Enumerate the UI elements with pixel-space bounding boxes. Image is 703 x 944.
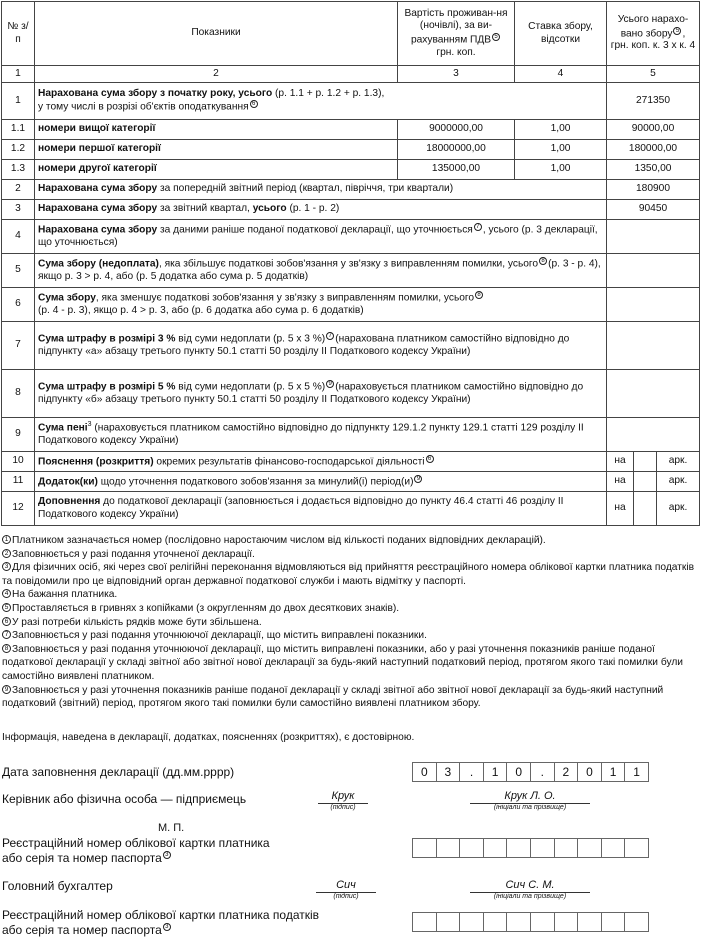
row-desc-bold: Сума збору (недоплата): [38, 258, 159, 270]
table-row: [2, 370, 700, 418]
id-digit-box[interactable]: [554, 838, 579, 858]
footnote: [2, 534, 700, 548]
row-total: 90450: [607, 200, 700, 220]
head-name: [470, 790, 590, 811]
table-row: [2, 472, 700, 492]
header-total-unit: грн. коп. к. 3 х к. 4: [610, 40, 696, 52]
row-no: 1.2: [2, 140, 35, 160]
row-desc: [35, 418, 607, 452]
footnote: [2, 548, 700, 562]
row-total: 180000,00: [607, 140, 700, 160]
id-digit-box[interactable]: [412, 912, 437, 932]
row-desc: Нарахована сума збору за даними раніше поданої податкової декларації, що уточнюється 7 , усього (р. 3 декларації, що уточнюється): [35, 220, 607, 254]
footnote-text: Для фізичних осіб, які через свої релігійні переконання відмовляються від прийняття реєстраційного номера облікової картки платника податків та повідомили про це відповідний орган державної податкової служби і мають відмітку у паспорті.: [2, 562, 695, 587]
row-total: [607, 370, 700, 418]
name-caption: (ініціали та прізвище): [493, 804, 567, 811]
id-digit-box[interactable]: [483, 838, 508, 858]
table-header-row: [2, 2, 700, 66]
signature-caption: (підпис): [333, 893, 359, 900]
footnote: [2, 602, 700, 616]
id-digit-box[interactable]: [506, 838, 531, 858]
accountant-label: Головний бухгалтер: [2, 879, 113, 893]
table-row: [2, 120, 700, 140]
row-desc-text: від суми недоплати (р. 5 х 5 %): [175, 381, 326, 393]
table-row: [2, 492, 700, 526]
row-sheets: [634, 492, 657, 526]
table-row: [2, 452, 700, 472]
row-desc-text2: у тому числі в розрізі об'єктів оподаткування: [38, 101, 249, 113]
marker-3: 3: [163, 923, 171, 931]
table-row: [2, 160, 700, 180]
marker-5: 5: [673, 27, 681, 35]
marker-7: 7: [326, 332, 334, 340]
reg1-line2-text: або серія та номер паспорта: [2, 851, 162, 865]
footnote-text: Заповнюється у разі подання уточнюючої декларації, що містить виправлені показники.: [12, 630, 427, 642]
row-desc-text: за звітний квартал,: [157, 203, 253, 215]
header-total: Усього нарахо-вано збору 5 , грн. коп. к. 3 х к. 4: [607, 2, 700, 66]
row-desc-bold: Нарахована сума збору з початку року, усього: [38, 87, 273, 99]
header-no: № з/п: [2, 2, 35, 66]
row-desc: [35, 370, 607, 418]
row-no: 1.1: [2, 120, 35, 140]
reg1-label: [2, 836, 270, 866]
row-desc-bold: Нарахована сума збору: [38, 203, 158, 215]
info-statement: Інформація, наведена в декларації, додатках, поясненнях (розкриттях), є достовірною.: [2, 732, 415, 743]
id-digit-box[interactable]: [624, 912, 649, 932]
row-desc-text2: (р. 1 - р. 2): [286, 203, 340, 215]
accountant-signature-value: Сич: [336, 879, 356, 891]
row-desc-text: (р. 1.1 + р. 1.2 + р. 1.3),: [272, 87, 385, 99]
reg2-line2: [2, 923, 319, 938]
row-desc-bold: Сума штрафу в розмірі 5 %: [38, 381, 176, 393]
header-cost: [398, 2, 515, 66]
date-field[interactable]: [412, 762, 648, 782]
reg2-line1: Реєстраційний номер облікової картки платника податків: [2, 908, 320, 922]
accountant-name-value: Сич С. М.: [505, 879, 555, 891]
marker-8: 8: [2, 644, 11, 653]
date-digit-box[interactable]: 0: [506, 762, 531, 782]
row-cost: 18000000,00: [398, 140, 515, 160]
marker-8: 8: [475, 291, 483, 299]
id-digit-box[interactable]: [601, 912, 626, 932]
footnote-text: Платником зазначається номер (послідовно наростаючим числом від кількості поданих відповідних декларацій).: [12, 535, 546, 546]
row-desc: [35, 83, 607, 120]
row-total: 90000,00: [607, 120, 700, 140]
row-desc-text2: (нарахована платником самостійно відповідно до підпункту «а» абзацу третього пункту 50.1 статті 50 розділу II Податкового кодексу України): [38, 333, 570, 358]
row-desc-bold: Пояснення (розкриття): [38, 455, 154, 467]
accountant-signature: [316, 879, 376, 900]
row-desc-text: (нараховується платником самостійно відповідно до підпункту 129.1.2 пункту 129.1 статті 129 розділу II Податкового кодексу України): [38, 422, 584, 447]
date-digit-box[interactable]: 3: [436, 762, 461, 782]
id-digit-box[interactable]: [436, 912, 461, 932]
table-row: [2, 220, 700, 254]
marker-1: 1: [2, 535, 11, 544]
id-digit-box[interactable]: [459, 838, 484, 858]
footnote: [2, 588, 700, 602]
row-desc-bold: Сума пені: [38, 422, 88, 434]
id-digit-box[interactable]: [530, 912, 555, 932]
date-digit-box[interactable]: 0: [577, 762, 602, 782]
date-digit-box[interactable]: 1: [483, 762, 508, 782]
date-digit-box[interactable]: .: [530, 762, 555, 782]
row-total: [607, 220, 700, 254]
row-total: [607, 418, 700, 452]
column-number-row: [2, 66, 700, 83]
id-digit-box[interactable]: [506, 912, 531, 932]
row-no: 1: [2, 83, 35, 120]
row-no: 10: [2, 452, 35, 472]
row-rate: 1,00: [515, 120, 607, 140]
row-desc-bold: номери вищої категорії: [38, 123, 156, 135]
accountant-name: [470, 879, 590, 900]
row-no: 5: [2, 254, 35, 288]
header-cost-label: Вартість проживан-ня (ночівлі), за ви-рахуванням ПДВ: [404, 7, 508, 46]
table-row: [2, 83, 700, 120]
row-desc-text: за попередній звітний період (квартал, півріччя, три квартали): [157, 183, 454, 195]
footnote-text: Заповнюється у разі уточнення показників раніше поданої декларації у складі звітної або звітної нової декларації за будь-який наступний податковий (звітний) період, протягом якого такі помилки були самостійно виявлені платником збору.: [2, 684, 664, 710]
colnum-2: 2: [35, 66, 398, 83]
row-desc: [35, 492, 607, 526]
marker-3: 3: [2, 562, 11, 571]
row-desc: [35, 472, 607, 492]
colnum-5: 5: [607, 66, 700, 83]
footnote-text: Заповнюється у разі подання уточнюючої декларації, що містить виправлені показники, або у разі уточнення показників раніше поданої податкової декларації у складі звітної або звітної нової декларації за будь-який наступний податковий період, протягом якого такі помилки були самостійно виявлені платником.: [2, 643, 683, 682]
marker-7: 7: [474, 223, 482, 231]
row-desc-text: щодо уточнення податкового зобов'язання за минулий(і) період(и): [97, 475, 414, 487]
row-na: на: [607, 472, 634, 492]
stamp-place: М. П.: [158, 822, 185, 834]
header-cost-unit: грн. коп.: [436, 46, 476, 58]
marker-5: 5: [492, 33, 500, 41]
row-total: 271350: [607, 83, 700, 120]
row-desc-bold: номери другої категорії: [38, 163, 157, 175]
row-total: [607, 288, 700, 322]
footnote-text: Проставляється в гривнях з копійками (з округленням до двох десяткових знаків).: [12, 602, 400, 614]
row-rate: 1,00: [515, 140, 607, 160]
row-desc: [35, 322, 607, 370]
marker-6: 6: [2, 617, 11, 626]
row-total: 180900: [607, 180, 700, 200]
row-desc-bold: Нарахована сума збору: [38, 224, 158, 236]
id-digit-box[interactable]: [412, 838, 437, 858]
id-digit-box[interactable]: [601, 838, 626, 858]
head-signature-value: Крук: [331, 790, 355, 802]
row-desc-bold: Додаток(ки): [38, 475, 98, 487]
row-desc-bold: Сума збору: [38, 292, 96, 304]
row-cost: 9000000,00: [398, 120, 515, 140]
header-rate: Ставка збору, відсотки: [515, 2, 607, 66]
marker-5: 5: [2, 603, 11, 612]
id-digit-box[interactable]: [577, 912, 602, 932]
head-signature: [318, 790, 368, 811]
row-no: 1.3: [2, 160, 35, 180]
row-ark: арк.: [657, 472, 700, 492]
row-total: [607, 322, 700, 370]
row-no: 9: [2, 418, 35, 452]
row-desc: [35, 120, 398, 140]
marker-7: 7: [2, 630, 11, 639]
row-ark: арк.: [657, 452, 700, 472]
marker-9: 9: [326, 380, 334, 388]
row-total: [607, 254, 700, 288]
signature-caption: (підпис): [330, 804, 356, 811]
date-digit-box[interactable]: 1: [601, 762, 626, 782]
row-cost: 135000,00: [398, 160, 515, 180]
marker-9: 9: [414, 475, 422, 483]
row-desc: [35, 288, 607, 322]
date-digit-box[interactable]: 1: [624, 762, 649, 782]
table-row: [2, 322, 700, 370]
footnote: [2, 561, 700, 588]
colnum-4: 4: [515, 66, 607, 83]
row-desc-text: від суми недоплати (р. 5 х 3 %): [175, 333, 326, 345]
table-row: [2, 254, 700, 288]
row-ark: арк.: [657, 492, 700, 526]
row-desc: [35, 254, 607, 288]
table-row: [2, 140, 700, 160]
row-sheets: [634, 452, 657, 472]
table-row: [2, 418, 700, 452]
marker-9: 9: [2, 685, 11, 694]
id-digit-box[interactable]: [483, 912, 508, 932]
reg2-field[interactable]: [412, 912, 648, 932]
reg1-field[interactable]: [412, 838, 648, 858]
row-sheets: [634, 472, 657, 492]
reg1-line1: Реєстраційний номер облікової картки платника: [2, 836, 270, 850]
row-desc-bold: Нарахована сума збору: [38, 183, 158, 195]
row-desc: [35, 452, 607, 472]
row-desc-text2: (р. 3 - р. 4), якщо р. 3 > р. 4, або (р. 5 додатка або сума р. 5 додатків): [38, 258, 601, 283]
reg1-line2: [2, 851, 270, 866]
row-no: 12: [2, 492, 35, 526]
id-digit-box[interactable]: [436, 838, 461, 858]
marker-2: 2: [2, 549, 11, 558]
row-desc-text2: усього (р. 3 декларації, що уточнюється): [38, 224, 598, 249]
head-label: Керівник або фізична особа — підприємець: [2, 792, 247, 806]
footnote: [2, 684, 700, 711]
row-no: 8: [2, 370, 35, 418]
marker-4: 4: [2, 589, 11, 598]
id-digit-box[interactable]: [624, 838, 649, 858]
row-desc: [35, 160, 398, 180]
header-indicators: Показники: [35, 2, 398, 66]
marker-6: 6: [250, 100, 258, 108]
row-desc-text: , яка зменшує податкові зобов'язання у зв'язку з виправленням помилки, усього: [95, 292, 475, 304]
row-no: 3: [2, 200, 35, 220]
date-digit-box[interactable]: 0: [412, 762, 437, 782]
row-desc-bold: Доповнення: [38, 496, 101, 508]
row-no: 11: [2, 472, 35, 492]
footnote: [2, 643, 700, 684]
footnote-text: На бажання платника.: [12, 589, 118, 601]
row-desc-text2: (р. 4 - р. 3), якщо р. 4 > р. 3, або (р. 6 додатка або сума р. 6 додатків): [38, 305, 364, 317]
table-row: [2, 288, 700, 322]
row-rate: 1,00: [515, 160, 607, 180]
row-no: 7: [2, 322, 35, 370]
row-desc-sup: 3: [87, 421, 92, 429]
footnote: [2, 629, 700, 643]
date-label: Дата заповнення декларації (дд.мм.рррр): [2, 765, 235, 779]
marker-3: 3: [163, 851, 171, 859]
row-desc: [35, 200, 607, 220]
header-total-label: Усього нарахо-вано збору: [617, 14, 689, 39]
reg2-label: [2, 908, 319, 938]
row-total: 1350,00: [607, 160, 700, 180]
id-digit-box[interactable]: [530, 838, 555, 858]
row-desc-text2: (нараховується платником самостійно відповідно до підпункту «б» абзацу третього пункту 50.1 статті 50 розділу II Податкового кодексу України): [38, 381, 584, 406]
footnote-text: У разі потреби кількість рядків може бути збільшена.: [12, 616, 262, 628]
row-desc-text: до податкової декларації (заповнюється і додається відповідно до пункту 46.4 статті 46 розділу II Податкового кодексу України): [38, 496, 564, 520]
row-desc-bold: Сума штрафу в розмірі 3 %: [38, 333, 176, 345]
row-desc-text: окремих результатів фінансово-господарської діяльності: [153, 455, 425, 467]
row-desc-bold2: усього: [252, 203, 287, 215]
row-desc: [35, 140, 398, 160]
row-no: 2: [2, 180, 35, 200]
marker-6: 6: [426, 455, 434, 463]
row-no: 6: [2, 288, 35, 322]
row-desc-bold: номери першої категорії: [38, 143, 161, 155]
row-na: на: [607, 452, 634, 472]
marker-8: 8: [539, 257, 547, 265]
row-desc: [35, 180, 607, 200]
row-na: на: [607, 492, 634, 526]
footnotes: [2, 534, 700, 711]
id-digit-box[interactable]: [554, 912, 579, 932]
head-name-value: Крук Л. О.: [504, 790, 556, 802]
row-desc-text: за даними раніше поданої податкової декларації, що уточнюється: [157, 224, 473, 236]
table-row: [2, 180, 700, 200]
declaration-table: [1, 1, 700, 526]
footnote: [2, 616, 700, 630]
id-digit-box[interactable]: [577, 838, 602, 858]
row-no: 4: [2, 220, 35, 254]
reg2-line2-text: або серія та номер паспорта: [2, 923, 162, 937]
row-desc-text: , яка збільшує податкові зобов'язання у зв'язку з виправленням помилки, усього: [158, 258, 539, 270]
name-caption: (ініціали та прізвище): [493, 893, 567, 900]
colnum-3: 3: [398, 66, 515, 83]
table-row: [2, 200, 700, 220]
date-digit-box[interactable]: 2: [554, 762, 579, 782]
footnote-text: Заповнюється у разі подання уточненої декларації.: [12, 548, 255, 560]
id-digit-box[interactable]: [459, 912, 484, 932]
date-digit-box[interactable]: .: [459, 762, 484, 782]
colnum-1: 1: [2, 66, 35, 83]
